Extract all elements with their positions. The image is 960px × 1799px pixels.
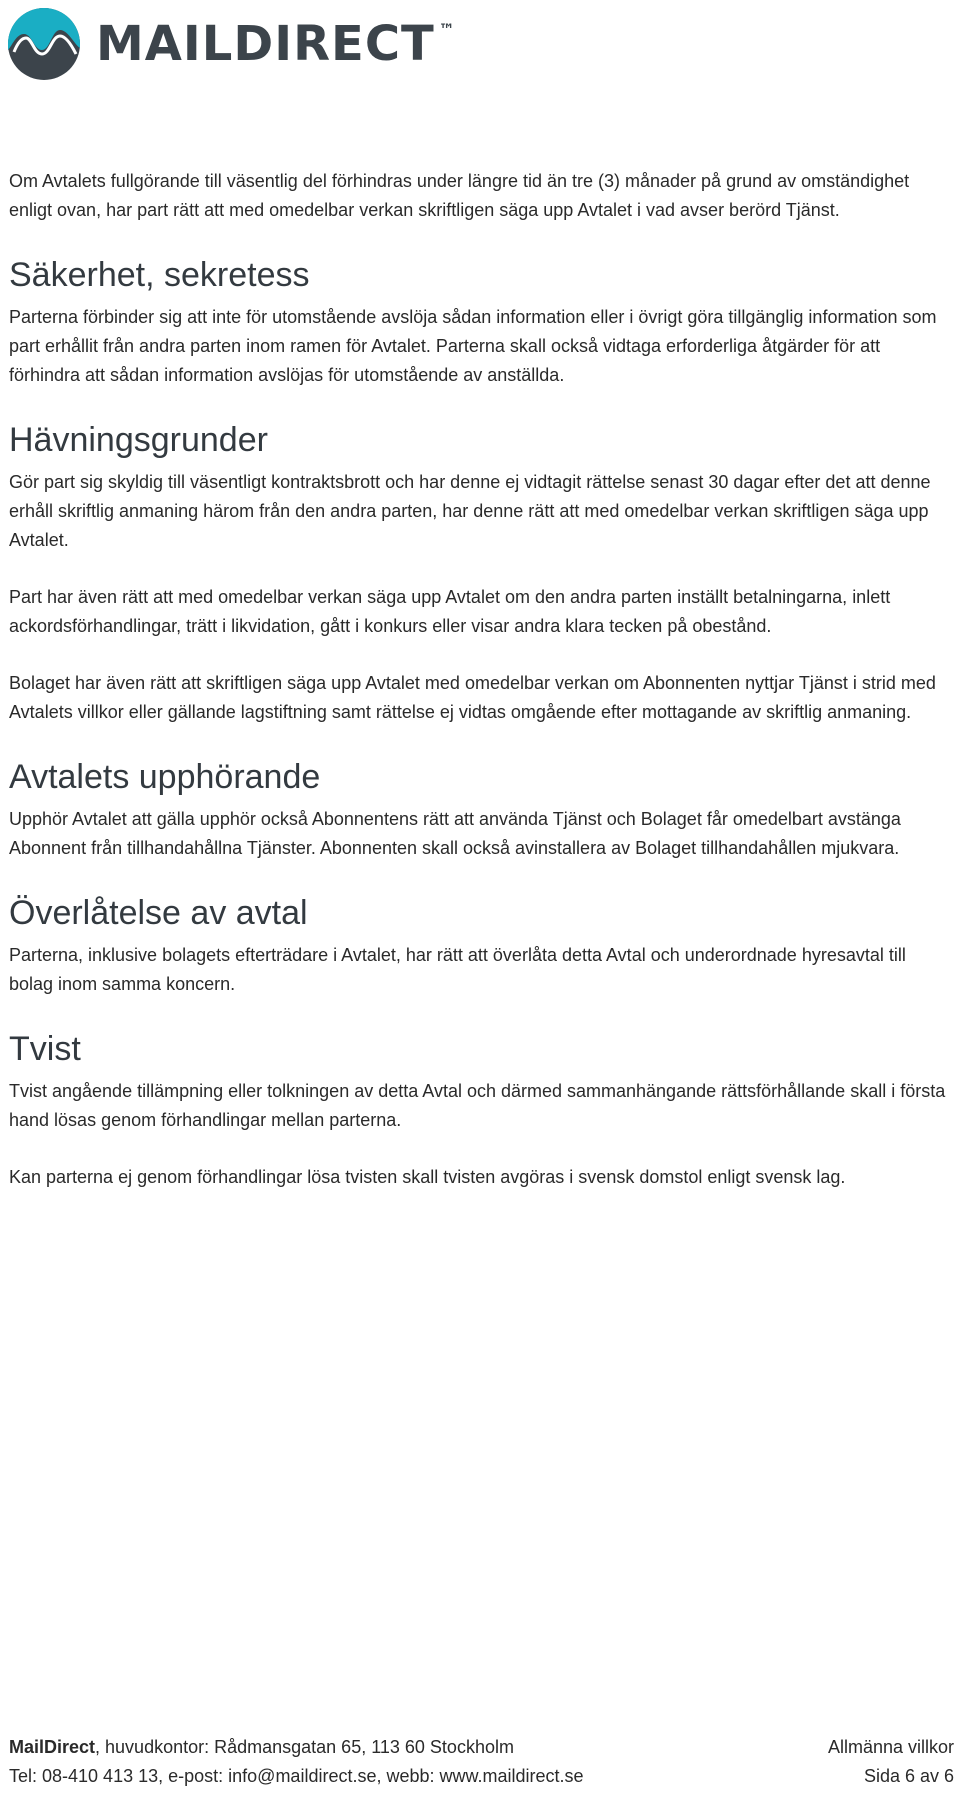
footer-page-number: Sida 6 av 6 xyxy=(863,1766,954,1786)
section-paragraph: Tvist angående tillämpning eller tolkningen av detta Avtal och därmed sammanhängande rättsförhållande skall i första hand lösas genom förhandlingar mellan parterna. xyxy=(9,1081,946,1130)
footer-address: , huvudkontor: Rådmansgatan 65, 113 60 Stockholm xyxy=(95,1737,514,1757)
section-paragraph: Parterna förbinder sig att inte för utomstående avslöja sådan information eller i övrigt göra tillgänglig information som part erhållit från andra parten inom ramen för Avtalet. Parterna skall också vidtaga erforderliga åtgärder för att förhindra att sådan information avslöjas för utomstående av anställda. xyxy=(9,307,937,385)
maildirect-logo-icon xyxy=(8,8,80,80)
intro-paragraph: Om Avtalets fullgörande till väsentlig del förhindras under längre tid än tre (3) månader på grund av omständighet enligt ovan, har part rätt att med omedelbar verkan skriftligen säga upp Avtalet i vad avser berörd Tjänst. xyxy=(9,171,910,220)
section-paragraph: Gör part sig skyldig till väsentligt kontraktsbrott och har denne ej vidtagit rättelse senast 30 dagar efter det att denne erhåll skriftlig anmaning härom från den andra parten, har denne rätt att med omedelbar verkan skriftligen säga upp Avtalet. xyxy=(9,472,931,550)
footer-company: MailDirect xyxy=(9,1737,96,1757)
logo-wordmark xyxy=(96,16,456,72)
section-heading-sakerhet: Säkerhet, sekretess xyxy=(9,256,310,294)
section-paragraph: Part har även rätt att med omedelbar verkan säga upp Avtalet om den andra parten inställt betalningarna, inlett ackordsförhandlingar, trätt i likvidation, gått i konkurs eller visar andra klara tecken på obestånd. xyxy=(9,587,891,636)
page-header xyxy=(8,6,456,82)
page-footer xyxy=(9,1733,954,1791)
footer-row-2 xyxy=(9,1762,954,1791)
footer-row-1 xyxy=(9,1733,954,1762)
section-paragraph: Upphör Avtalet att gälla upphör också Abonnentens rätt att använda Tjänst och Bolaget får omedelbart avstänga Abonnent från tillhandahållna Tjänster. Abonnenten skall också avinstallera av Bolaget tillhandahållen mjukvara. xyxy=(9,809,901,858)
logo-text: MAILDIRECT xyxy=(96,16,435,72)
trademark-symbol: ™ xyxy=(438,20,456,39)
section-heading-overlatelse: Överlåtelse av avtal xyxy=(9,894,308,932)
footer-company-address xyxy=(9,1733,514,1762)
footer-contact: Tel: 08-410 413 13, e-post: info@maildirect.se, webb: www.maildirect.se xyxy=(9,1766,584,1786)
section-heading-upphorande: Avtalets upphörande xyxy=(9,758,321,796)
section-heading-tvist: Tvist xyxy=(9,1030,81,1068)
footer-doc-title: Allmänna villkor xyxy=(827,1737,954,1757)
section-paragraph: Bolaget har även rätt att skriftligen säga upp Avtalet med omedelbar verkan om Abonnenten nyttjar Tjänst i strid med Avtalets villkor eller gällande lagstiftning samt rättelse ej vidtas omgående efter mottagande av skriftlig anmaning. xyxy=(9,673,936,722)
section-paragraph: Kan parterna ej genom förhandlingar lösa tvisten skall tvisten avgöras i svensk domstol enligt svensk lag. xyxy=(9,1167,846,1187)
section-paragraph: Parterna, inklusive bolagets efterträdare i Avtalet, har rätt att överlåta detta Avtal och underordnade hyresavtal till bolag inom samma koncern. xyxy=(9,945,906,994)
section-heading-havningsgrunder: Hävningsgrunder xyxy=(9,421,268,459)
document-body xyxy=(9,167,954,1192)
